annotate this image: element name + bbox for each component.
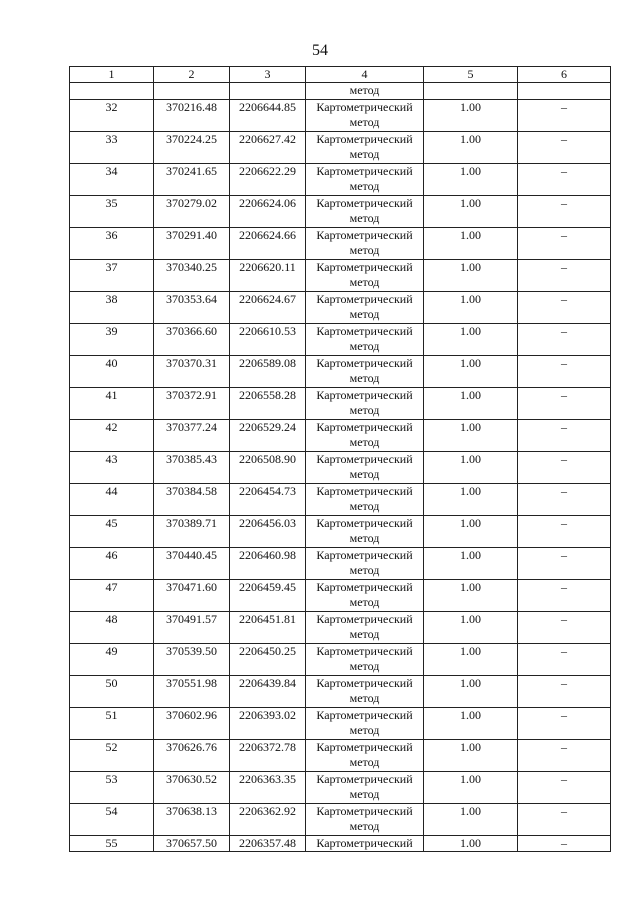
point-number: 34 xyxy=(70,164,154,196)
col-header: 6 xyxy=(518,67,611,83)
method-line1: Картометрический xyxy=(316,196,413,210)
method-cell xyxy=(306,772,424,804)
coordinate-y: 2206622.29 xyxy=(230,164,306,196)
method-line1: Картометрический xyxy=(316,804,413,818)
method-line2: метод xyxy=(349,371,380,385)
method-cell xyxy=(306,548,424,580)
method-line1: Картометрический xyxy=(316,228,413,242)
method-cell xyxy=(306,324,424,356)
point-number: 38 xyxy=(70,292,154,324)
method-line2: метод xyxy=(349,659,380,673)
method-line1: Картометрический xyxy=(316,676,413,690)
method-line2: метод xyxy=(349,691,380,705)
method-cell xyxy=(306,580,424,612)
method-line2: метод xyxy=(349,435,380,449)
coordinate-x: 370626.76 xyxy=(154,740,230,772)
coordinate-y: 2206620.11 xyxy=(230,260,306,292)
method-line1: Картометрический xyxy=(316,644,413,658)
point-number: 49 xyxy=(70,644,154,676)
accuracy: 1.00 xyxy=(424,164,518,196)
method-cell xyxy=(306,516,424,548)
method-cell xyxy=(306,452,424,484)
point-number: 47 xyxy=(70,580,154,612)
method-line1: Картометрический xyxy=(316,580,413,594)
method-line1: Картометрический xyxy=(316,164,413,178)
note: – xyxy=(518,452,611,484)
coordinate-x: 370241.65 xyxy=(154,164,230,196)
table-row xyxy=(70,612,611,644)
point-number: 36 xyxy=(70,228,154,260)
coordinate-x: 370366.60 xyxy=(154,324,230,356)
note: – xyxy=(518,484,611,516)
note: – xyxy=(518,356,611,388)
accuracy: 1.00 xyxy=(424,388,518,420)
table-row xyxy=(70,228,611,260)
note: – xyxy=(518,324,611,356)
accuracy: 1.00 xyxy=(424,196,518,228)
continuation-text: метод xyxy=(306,83,424,100)
point-number: 40 xyxy=(70,356,154,388)
note: – xyxy=(518,420,611,452)
coordinate-x: 370370.31 xyxy=(154,356,230,388)
coordinate-y: 2206627.42 xyxy=(230,132,306,164)
col-header: 3 xyxy=(230,67,306,83)
coordinate-x: 370377.24 xyxy=(154,420,230,452)
method-cell xyxy=(306,292,424,324)
table-row xyxy=(70,356,611,388)
coordinate-y: 2206624.67 xyxy=(230,292,306,324)
note: – xyxy=(518,804,611,836)
method-line1: Картометрический xyxy=(316,420,413,434)
coordinate-y: 2206393.02 xyxy=(230,708,306,740)
method-cell xyxy=(306,356,424,388)
point-number: 54 xyxy=(70,804,154,836)
coordinate-x: 370291.40 xyxy=(154,228,230,260)
method-cell xyxy=(306,228,424,260)
coordinate-x: 370539.50 xyxy=(154,644,230,676)
point-number: 55 xyxy=(70,836,154,852)
method-line2: метод xyxy=(349,755,380,769)
method-line2: метод xyxy=(349,563,380,577)
coordinate-x: 370384.58 xyxy=(154,484,230,516)
accuracy: 1.00 xyxy=(424,548,518,580)
coordinate-y: 2206372.78 xyxy=(230,740,306,772)
method-line1: Картометрический xyxy=(316,100,413,114)
table-row xyxy=(70,548,611,580)
note: – xyxy=(518,708,611,740)
note: – xyxy=(518,676,611,708)
coordinate-y: 2206357.48 xyxy=(230,836,306,852)
coordinate-y: 2206450.25 xyxy=(230,644,306,676)
coordinate-y: 2206589.08 xyxy=(230,356,306,388)
method-line1: Картометрический xyxy=(316,612,413,626)
method-cell xyxy=(306,676,424,708)
col-header: 5 xyxy=(424,67,518,83)
coordinate-x: 370657.50 xyxy=(154,836,230,852)
coordinate-x: 370216.48 xyxy=(154,100,230,132)
col-header: 1 xyxy=(70,67,154,83)
method-cell xyxy=(306,388,424,420)
method-cell xyxy=(306,484,424,516)
coordinate-y: 2206363.35 xyxy=(230,772,306,804)
table-row xyxy=(70,292,611,324)
accuracy: 1.00 xyxy=(424,132,518,164)
method-cell xyxy=(306,804,424,836)
table-row xyxy=(70,708,611,740)
point-number: 33 xyxy=(70,132,154,164)
method-line1: Картометрический xyxy=(316,388,413,402)
method-line2: метод xyxy=(349,339,380,353)
method-line2: метод xyxy=(349,531,380,545)
table-row xyxy=(70,324,611,356)
coordinates-table xyxy=(69,66,611,852)
method-line1: Картометрический xyxy=(316,740,413,754)
continuation-row xyxy=(70,83,611,100)
method-cell xyxy=(306,420,424,452)
coordinate-x: 370279.02 xyxy=(154,196,230,228)
note: – xyxy=(518,580,611,612)
note: – xyxy=(518,100,611,132)
method-line2: метод xyxy=(349,307,380,321)
accuracy: 1.00 xyxy=(424,228,518,260)
method-line2: метод xyxy=(349,627,380,641)
table-row xyxy=(70,420,611,452)
coordinate-y: 2206610.53 xyxy=(230,324,306,356)
table-row xyxy=(70,100,611,132)
accuracy: 1.00 xyxy=(424,580,518,612)
method-cell xyxy=(306,644,424,676)
method-line1: Картометрический xyxy=(316,484,413,498)
point-number: 41 xyxy=(70,388,154,420)
table-row xyxy=(70,196,611,228)
coordinate-x: 370353.64 xyxy=(154,292,230,324)
table-row xyxy=(70,164,611,196)
accuracy: 1.00 xyxy=(424,356,518,388)
note: – xyxy=(518,388,611,420)
accuracy: 1.00 xyxy=(424,836,518,852)
point-number: 48 xyxy=(70,612,154,644)
coordinate-x: 370340.25 xyxy=(154,260,230,292)
coordinate-y: 2206362.92 xyxy=(230,804,306,836)
col-header: 4 xyxy=(306,67,424,83)
page-number: 54 xyxy=(312,42,328,59)
accuracy: 1.00 xyxy=(424,260,518,292)
note: – xyxy=(518,196,611,228)
method-line1: Картометрический xyxy=(316,708,413,722)
accuracy: 1.00 xyxy=(424,740,518,772)
point-number: 52 xyxy=(70,740,154,772)
point-number: 42 xyxy=(70,420,154,452)
method-cell xyxy=(306,132,424,164)
accuracy: 1.00 xyxy=(424,420,518,452)
coordinate-x: 370389.71 xyxy=(154,516,230,548)
method-cell xyxy=(306,612,424,644)
accuracy: 1.00 xyxy=(424,612,518,644)
coordinate-x: 370372.91 xyxy=(154,388,230,420)
method-line2: метод xyxy=(349,595,380,609)
coordinate-x: 370638.13 xyxy=(154,804,230,836)
method-line2: метод xyxy=(349,787,380,801)
table-row xyxy=(70,132,611,164)
note: – xyxy=(518,292,611,324)
method-line2: метод xyxy=(349,499,380,513)
point-number: 50 xyxy=(70,676,154,708)
note: – xyxy=(518,516,611,548)
note: – xyxy=(518,260,611,292)
accuracy: 1.00 xyxy=(424,292,518,324)
accuracy: 1.00 xyxy=(424,676,518,708)
table-row xyxy=(70,676,611,708)
method-line1: Картометрический xyxy=(316,452,413,466)
method-line2: метод xyxy=(349,115,380,129)
point-number: 39 xyxy=(70,324,154,356)
coordinate-y: 2206624.06 xyxy=(230,196,306,228)
method-line2: метод xyxy=(349,147,380,161)
coordinate-y: 2206454.73 xyxy=(230,484,306,516)
note: – xyxy=(518,772,611,804)
table-row xyxy=(70,516,611,548)
coordinate-x: 370224.25 xyxy=(154,132,230,164)
point-number: 37 xyxy=(70,260,154,292)
method-line2: метод xyxy=(349,211,380,225)
coordinate-x: 370440.45 xyxy=(154,548,230,580)
coordinate-y: 2206558.28 xyxy=(230,388,306,420)
method-line1: Картометрический xyxy=(316,548,413,562)
accuracy: 1.00 xyxy=(424,484,518,516)
method-line2: метод xyxy=(349,243,380,257)
col-header: 2 xyxy=(154,67,230,83)
method-line1: Картометрический xyxy=(316,292,413,306)
table-row xyxy=(70,484,611,516)
method-line2: метод xyxy=(349,819,380,833)
method-cell xyxy=(306,164,424,196)
accuracy: 1.00 xyxy=(424,708,518,740)
method-line2: метод xyxy=(349,467,380,481)
accuracy: 1.00 xyxy=(424,772,518,804)
method-line2: метод xyxy=(349,179,380,193)
coordinate-y: 2206644.85 xyxy=(230,100,306,132)
table-row xyxy=(70,740,611,772)
method-cell xyxy=(306,740,424,772)
method-cell xyxy=(306,708,424,740)
method-line2: метод xyxy=(349,275,380,289)
accuracy: 1.00 xyxy=(424,324,518,356)
table-row xyxy=(70,772,611,804)
method-line1: Картометрический xyxy=(316,324,413,338)
coordinate-y: 2206508.90 xyxy=(230,452,306,484)
coordinate-x: 370602.96 xyxy=(154,708,230,740)
method-cell xyxy=(306,196,424,228)
accuracy: 1.00 xyxy=(424,804,518,836)
note: – xyxy=(518,740,611,772)
accuracy: 1.00 xyxy=(424,516,518,548)
coordinate-y: 2206460.98 xyxy=(230,548,306,580)
coordinate-x: 370491.57 xyxy=(154,612,230,644)
note: – xyxy=(518,612,611,644)
table-row xyxy=(70,388,611,420)
note: – xyxy=(518,132,611,164)
coordinate-y: 2206459.45 xyxy=(230,580,306,612)
coordinate-y: 2206439.84 xyxy=(230,676,306,708)
method-cell xyxy=(306,260,424,292)
coordinate-y: 2206624.66 xyxy=(230,228,306,260)
table-row xyxy=(70,580,611,612)
method-line1: Картометрический xyxy=(316,516,413,530)
method-line1: Картометрический xyxy=(316,132,413,146)
point-number: 35 xyxy=(70,196,154,228)
method-cell: Картометрический xyxy=(306,836,424,852)
header-row xyxy=(70,67,611,83)
accuracy: 1.00 xyxy=(424,100,518,132)
coordinate-x: 370385.43 xyxy=(154,452,230,484)
point-number: 53 xyxy=(70,772,154,804)
note: – xyxy=(518,644,611,676)
method-cell xyxy=(306,100,424,132)
note: – xyxy=(518,548,611,580)
point-number: 51 xyxy=(70,708,154,740)
point-number: 46 xyxy=(70,548,154,580)
coordinate-y: 2206456.03 xyxy=(230,516,306,548)
table-row xyxy=(70,804,611,836)
table-row xyxy=(70,836,611,852)
table-row xyxy=(70,644,611,676)
note: – xyxy=(518,228,611,260)
point-number: 32 xyxy=(70,100,154,132)
method-line1: Картометрический xyxy=(316,260,413,274)
coordinate-y: 2206451.81 xyxy=(230,612,306,644)
coordinate-x: 370630.52 xyxy=(154,772,230,804)
point-number: 43 xyxy=(70,452,154,484)
point-number: 44 xyxy=(70,484,154,516)
method-line1: Картометрический xyxy=(316,356,413,370)
method-line2: метод xyxy=(349,403,380,417)
note: – xyxy=(518,836,611,852)
coordinate-x: 370471.60 xyxy=(154,580,230,612)
method-line1: Картометрический xyxy=(316,772,413,786)
coordinate-x: 370551.98 xyxy=(154,676,230,708)
point-number: 45 xyxy=(70,516,154,548)
table-row xyxy=(70,260,611,292)
accuracy: 1.00 xyxy=(424,452,518,484)
method-line2: метод xyxy=(349,723,380,737)
accuracy: 1.00 xyxy=(424,644,518,676)
note: – xyxy=(518,164,611,196)
table-row xyxy=(70,452,611,484)
coordinate-y: 2206529.24 xyxy=(230,420,306,452)
